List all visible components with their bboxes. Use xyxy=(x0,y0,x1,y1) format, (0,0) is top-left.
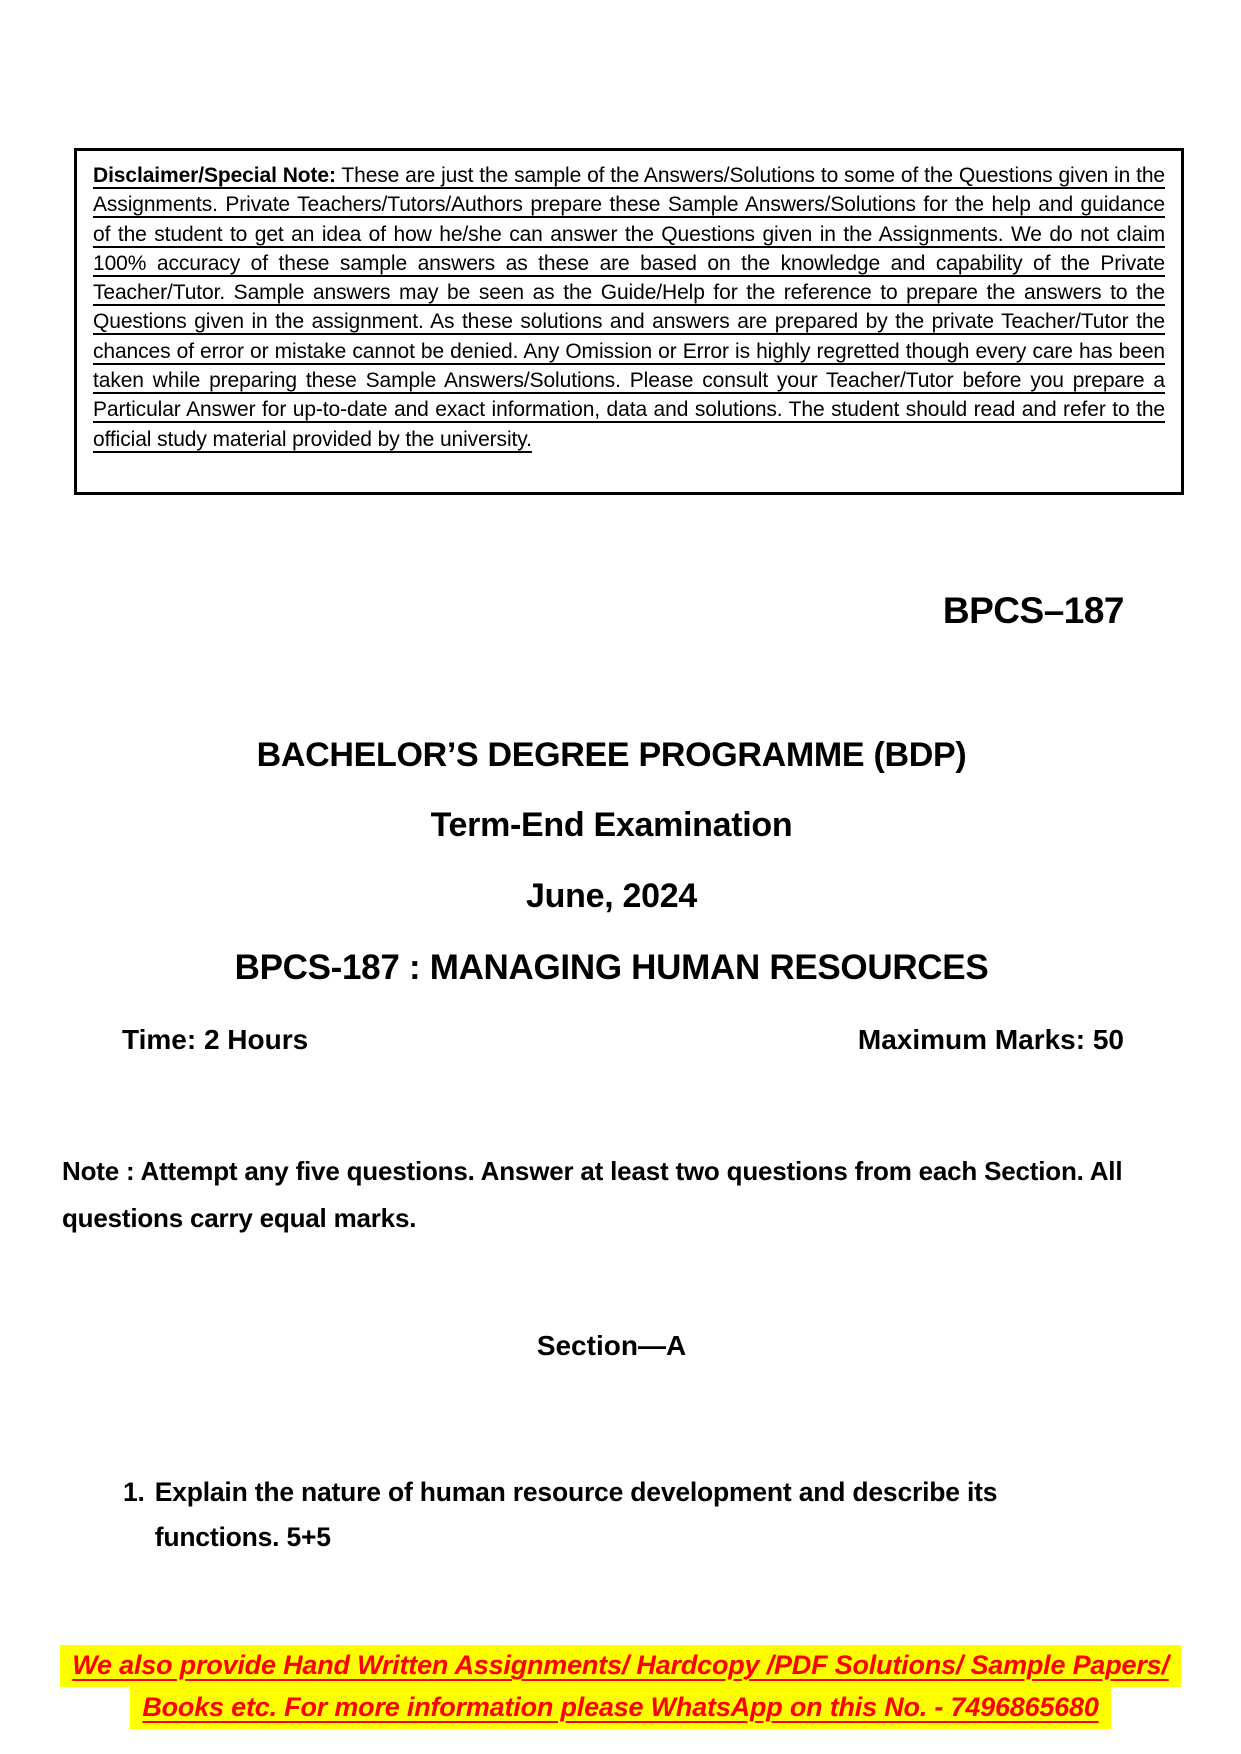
question-number: 1. xyxy=(123,1477,145,1507)
session-heading: June, 2024 xyxy=(526,877,697,915)
question-text: Explain the nature of human resource development and describe its functions. 5+5 xyxy=(154,1477,998,1552)
exam-heading: Term-End Examination xyxy=(430,806,793,844)
exam-meta-row xyxy=(122,1024,1124,1056)
disclaimer-text xyxy=(93,161,1165,454)
disclaimer-body: These are just the sample of the Answers/Solutions to some of the Questions given in the Assignments. Private Teachers/Tutors/Authors prepare these Sample Answers/Solutions for the help and guidance of the student to get an idea of how he/she can answer the Questions given in the Assignments. We do not claim 100% accuracy of these sample answers as these are based on the knowledge and capability of the Private Teacher/Tutor. Sample answers may be seen as the Guide/Help for the reference to prepare the answers to the Questions given in the assignment. As these solutions and answers are prepared by the private Teacher/Tutor the chances of error or mistake cannot be denied. Any Omission or Error is highly regretted though every care has been taken while preparing these Sample Answers/Solutions. Please consult your Teacher/Tutor before you prepare a Particular Answer for up-to-date and exact information, data and solutions. The student should read and refer to the official study material provided by the university. xyxy=(93,164,1165,451)
promo-footer xyxy=(0,1645,1241,1729)
disclaimer-label: Disclaimer/Special Note: xyxy=(93,164,336,187)
promo-footer-row-1 xyxy=(0,1645,1241,1687)
instructions-note: Note : Attempt any five questions. Answer at least two questions from each Section. All questions carry equal marks. xyxy=(62,1156,1123,1233)
disclaimer-box xyxy=(74,148,1184,495)
course-title-heading: BPCS-187 : MANAGING HUMAN RESOURCES xyxy=(234,948,989,987)
promo-footer-row-2 xyxy=(0,1687,1241,1729)
promo-line-1: We also provide Hand Written Assignments/ Hardcopy /PDF Solutions/ Sample Papers/ xyxy=(60,1645,1181,1687)
time-allowed: Time: 2 Hours xyxy=(122,1024,309,1055)
programme-heading: BACHELOR’S DEGREE PROGRAMME (BDP) xyxy=(256,736,967,774)
maximum-marks: Maximum Marks: 50 xyxy=(857,1024,1124,1055)
question-item xyxy=(123,1470,1120,1560)
section-a-heading: Section—A xyxy=(536,1330,687,1361)
promo-line-2: Books etc. For more information please WhatsApp on this No. - 7496865680 xyxy=(130,1687,1110,1729)
course-code: BPCS–187 xyxy=(942,590,1124,631)
